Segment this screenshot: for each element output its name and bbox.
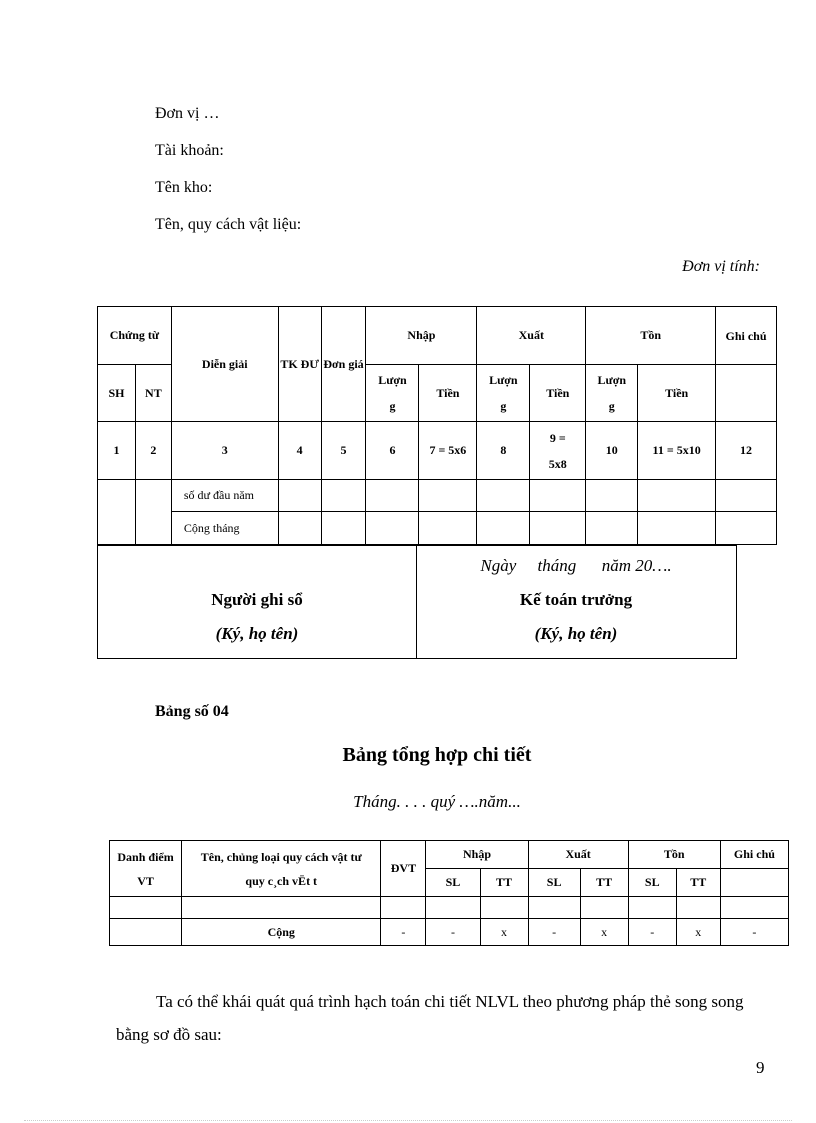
col-number: 7 = 5x6: [419, 422, 477, 480]
empty-cell: [720, 897, 788, 919]
empty-cell: [676, 897, 720, 919]
empty-cell: [381, 897, 426, 919]
col-number: 11 = 5x10: [638, 422, 716, 480]
empty-cell: [477, 480, 530, 512]
dvt-header: ĐVT: [381, 841, 426, 897]
empty-cell: [580, 897, 628, 919]
don-gia-header: Đơn giá: [321, 307, 366, 422]
col-number: 5: [321, 422, 366, 480]
empty-cell: [419, 480, 477, 512]
ton-luong-header: Lượn g: [586, 365, 638, 422]
col-number: 4: [278, 422, 321, 480]
empty-cell: [182, 897, 381, 919]
ton-header: Tồn: [628, 841, 720, 869]
body-paragraph: Ta có thể khái quát quá trình hạch toán chi tiết NLVL theo phương pháp thẻ song song bằng sơ đồ sau:: [116, 992, 744, 1044]
nhap-tien-header: Tiền: [419, 365, 477, 422]
tai-khoan-label: Tài khoản:: [155, 142, 224, 159]
ke-toan-truong: Kế toán trưởng: [519, 590, 633, 609]
empty-cell: [628, 897, 676, 919]
cong-row-label: Cộng: [182, 919, 381, 946]
nhap-header: Nhập: [366, 307, 477, 365]
empty-cell: [366, 512, 419, 545]
signature-right: [417, 546, 735, 658]
ton-header: Tồn: [586, 307, 716, 365]
xuat-header: Xuất: [528, 841, 628, 869]
sh-header: SH: [98, 365, 136, 422]
cong-value: -: [628, 919, 676, 946]
empty-cell: [530, 512, 586, 545]
col-number: 12: [716, 422, 777, 480]
signature-block: [97, 545, 737, 659]
empty-cell: [638, 480, 716, 512]
sl-header: SL: [628, 869, 676, 897]
empty-cell: [110, 897, 182, 919]
ten-kho-label: Tên kho:: [155, 179, 213, 196]
signature-left: [98, 546, 417, 658]
empty-cell: [720, 869, 788, 897]
don-vi-tinh-label: Đơn vị tính:: [682, 258, 760, 275]
page-number: 9: [756, 1058, 765, 1077]
sl-header: SL: [426, 869, 480, 897]
danh-diem-header: Danh điểm VT: [110, 841, 182, 897]
sl-header: SL: [528, 869, 580, 897]
signature-date: Ngày tháng năm 20….: [480, 556, 672, 575]
empty-cell: [135, 480, 171, 545]
ky-ho-ten-right: (Ký, họ tên): [534, 624, 618, 643]
don-vi-label: Đơn vị …: [155, 105, 220, 122]
col-number: 9 = 5x8: [530, 422, 586, 480]
nguoi-ghi-so: Người ghi sổ: [211, 590, 303, 609]
so-du-dau-nam-row: số dư đầu năm: [171, 480, 278, 512]
tt-header: TT: [480, 869, 528, 897]
empty-cell: [366, 480, 419, 512]
ten-quy-cach-label: Tên, quy cách vật liệu:: [155, 216, 302, 233]
ghi-chu-header: Ghi chú: [716, 307, 777, 365]
dien-giai-header: Diễn giải: [171, 307, 278, 422]
col-number: 10: [586, 422, 638, 480]
nt-header: NT: [135, 365, 171, 422]
ten-chung-loai-header: Tên, chủng loại quy cách vật tư quy c¸ch vËt t: [182, 841, 381, 897]
empty-cell: [477, 512, 530, 545]
empty-cell: [426, 897, 480, 919]
empty-cell: [419, 512, 477, 545]
tt-header: TT: [580, 869, 628, 897]
col-number: 6: [366, 422, 419, 480]
tk-du-header: TK ĐƯ: [278, 307, 321, 422]
tt-header: TT: [676, 869, 720, 897]
empty-cell: [530, 480, 586, 512]
empty-cell: [480, 897, 528, 919]
empty-cell: [98, 480, 136, 545]
empty-cell: [321, 480, 366, 512]
nhap-luong-header: Lượn g: [366, 365, 419, 422]
empty-cell: [110, 919, 182, 946]
ghi-chu-header: Ghi chú: [720, 841, 788, 869]
cong-value: -: [426, 919, 480, 946]
summary-title: Bảng tổng hợp chi tiết: [342, 744, 532, 766]
nhap-header: Nhập: [426, 841, 528, 869]
empty-cell: [638, 512, 716, 545]
col-number: 2: [135, 422, 171, 480]
ledger-table: [97, 306, 777, 545]
xuat-header: Xuất: [477, 307, 586, 365]
chung-tu-header: Chứng từ: [98, 307, 172, 365]
col-number: 8: [477, 422, 530, 480]
empty-cell: [716, 512, 777, 545]
ky-ho-ten-left: (Ký, họ tên): [215, 624, 299, 643]
empty-cell: [278, 512, 321, 545]
empty-cell: [586, 512, 638, 545]
cong-value: x: [676, 919, 720, 946]
empty-cell: [321, 512, 366, 545]
bang-so-label: Bảng số 04: [155, 703, 229, 720]
cong-value: -: [720, 919, 788, 946]
cong-value: -: [381, 919, 426, 946]
cong-thang-row: Cộng tháng: [171, 512, 278, 545]
empty-cell: [278, 480, 321, 512]
empty-cell: [586, 480, 638, 512]
cong-value: -: [528, 919, 580, 946]
empty-cell: [716, 365, 777, 422]
cong-value: x: [480, 919, 528, 946]
empty-cell: [716, 480, 777, 512]
col-number: 1: [98, 422, 136, 480]
summary-period: Tháng. . . . quý ….năm...: [353, 792, 521, 811]
xuat-tien-header: Tiền: [530, 365, 586, 422]
empty-cell: [528, 897, 580, 919]
xuat-luong-header: Lượn g: [477, 365, 530, 422]
page-bottom-divider: [24, 1120, 792, 1121]
col-number: 3: [171, 422, 278, 480]
cong-value: x: [580, 919, 628, 946]
ton-tien-header: Tiền: [638, 365, 716, 422]
summary-table: [109, 840, 789, 946]
